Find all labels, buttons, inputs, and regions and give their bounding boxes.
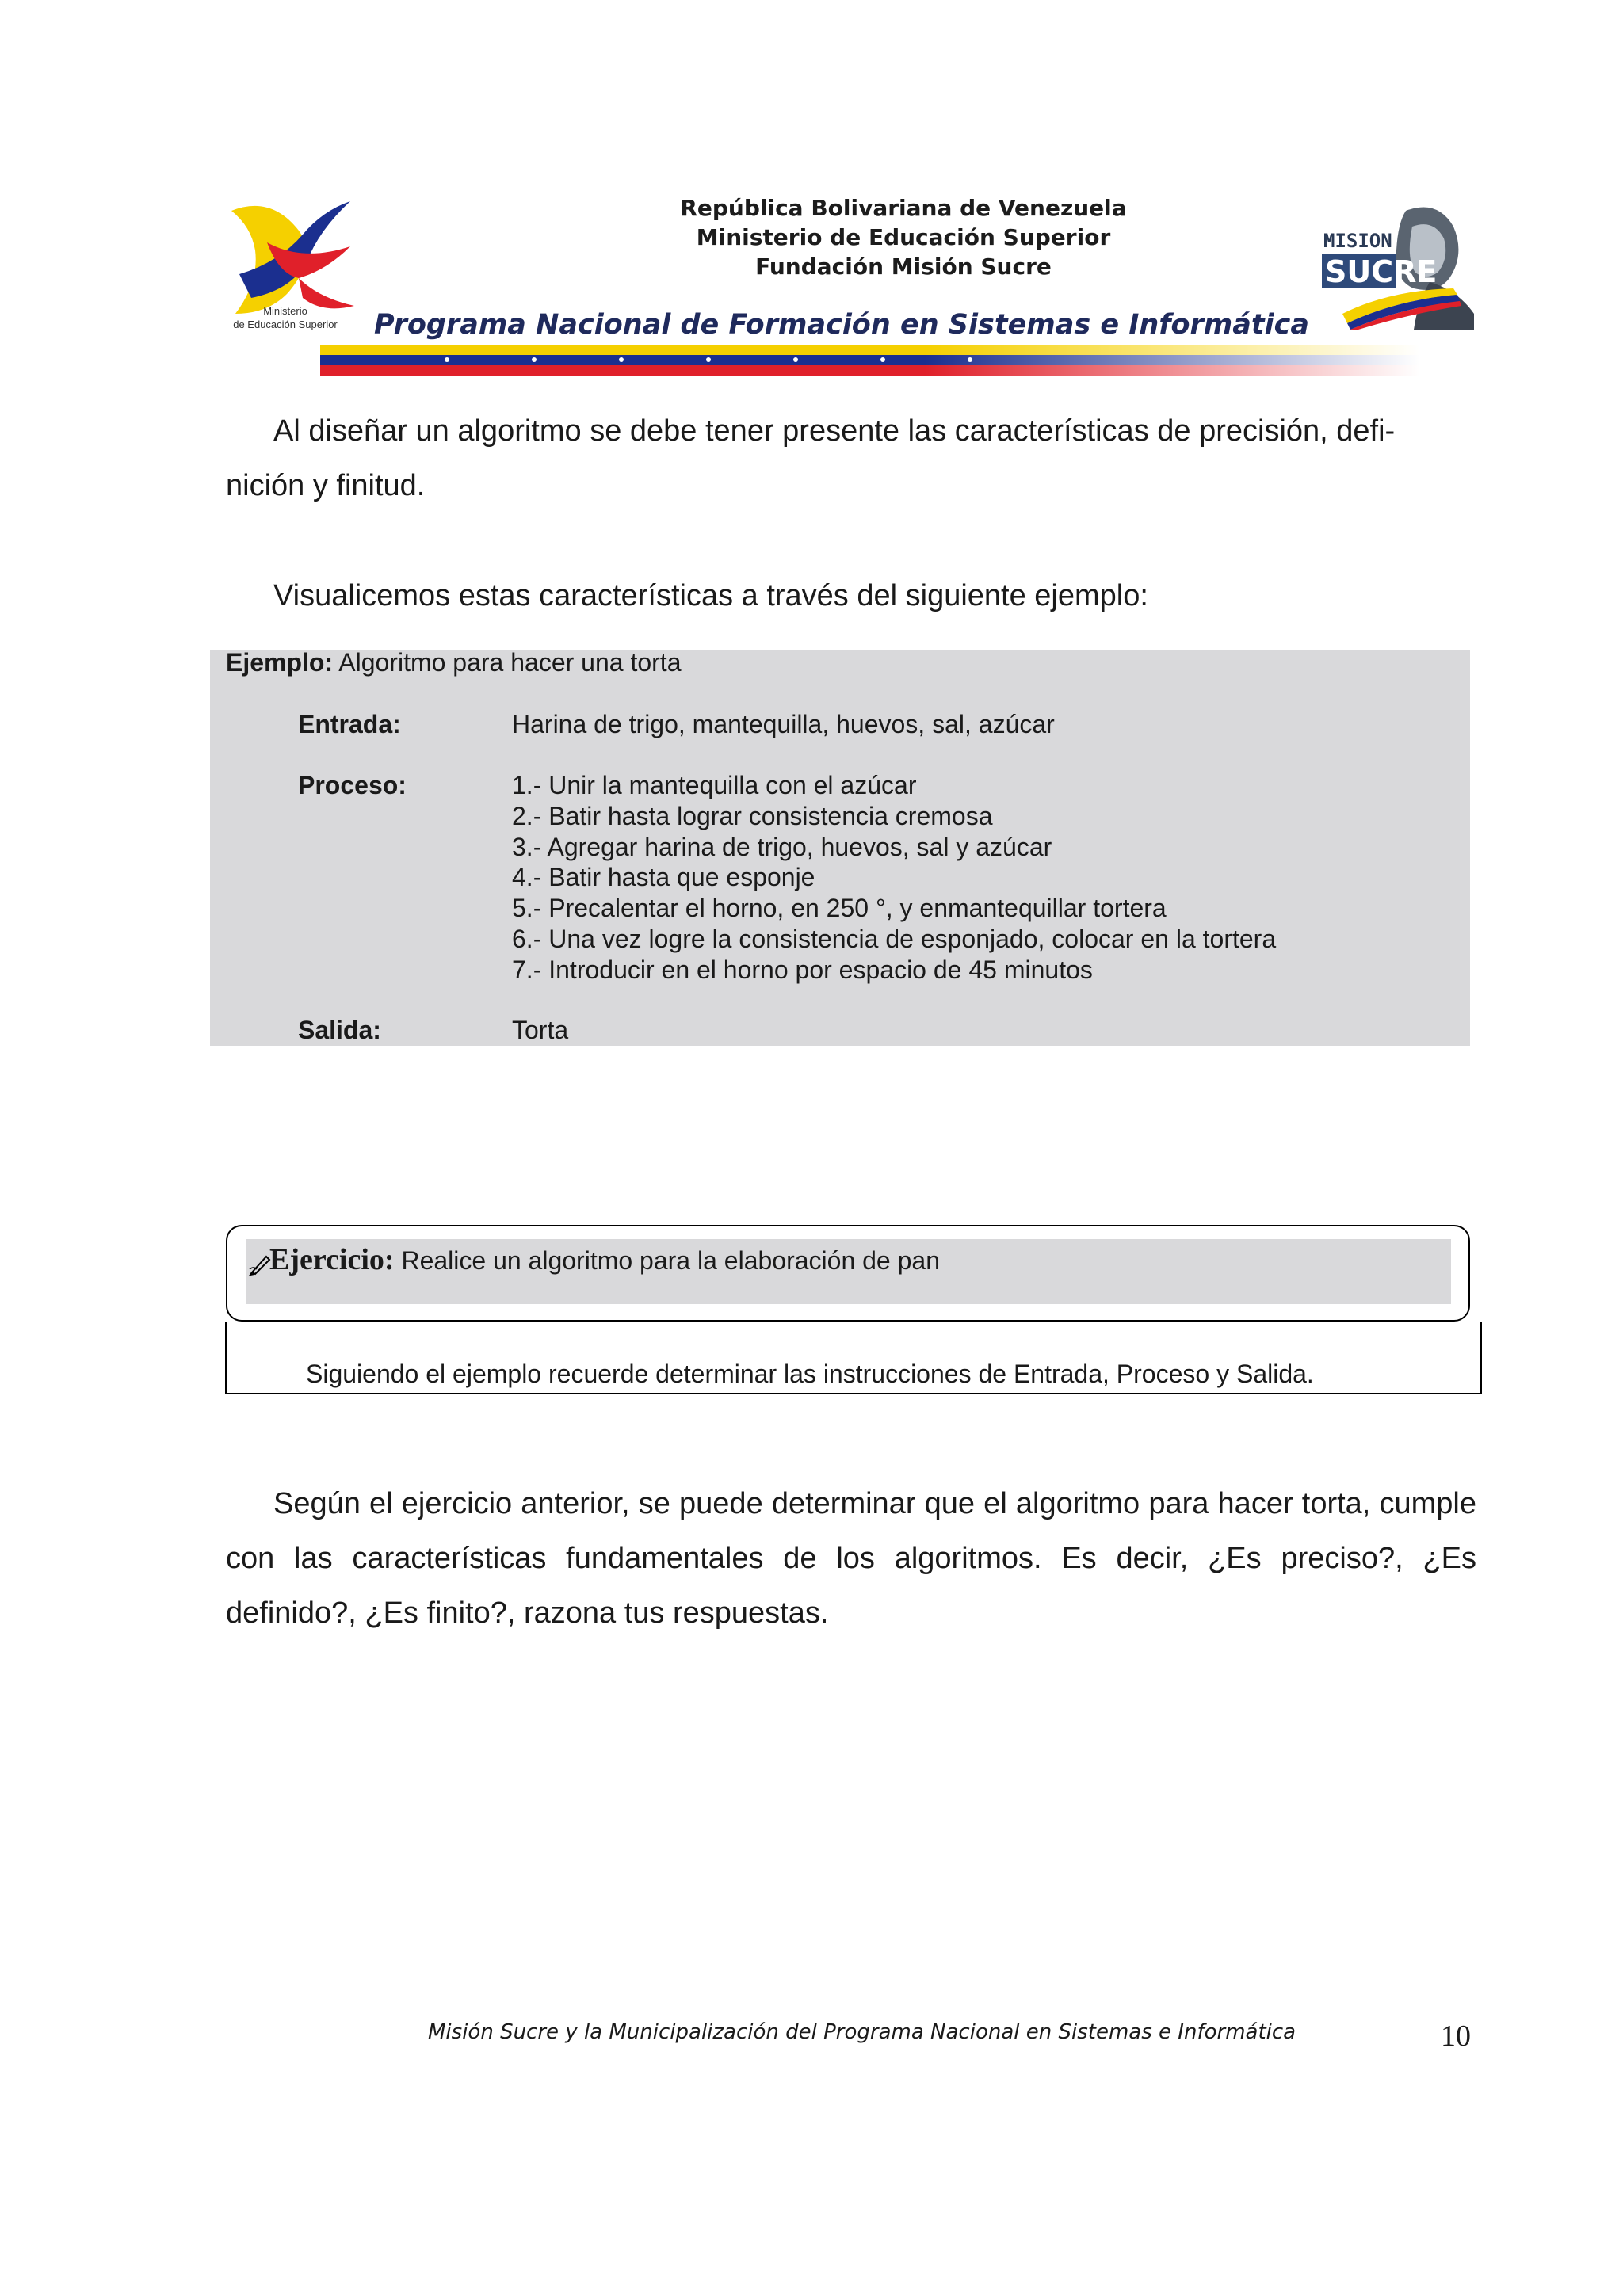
paragraph-example-lead: [226, 569, 1476, 624]
proceso-step: 1.- Unir la mantequilla con el azúcar: [512, 771, 917, 799]
header-institution-lines: [555, 193, 1252, 281]
proceso-step: 7.- Introducir en el horno por espacio de 45 minutos: [512, 955, 1093, 984]
proceso-step: 6.- Una vez logre la consistencia de esponjado, colocar en la tortera: [512, 924, 1277, 953]
ministry-logo-caption: [214, 304, 357, 331]
salida-label: Salida:: [298, 1016, 381, 1044]
ministry-caption-line-1: Ministerio: [263, 305, 307, 317]
venezuela-flag-band: [320, 345, 1420, 376]
entrada-label: Entrada:: [298, 710, 401, 738]
exercise-label: Ejercicio:: [269, 1243, 395, 1276]
salida-value: Torta: [512, 1016, 569, 1044]
example-title-label: Ejemplo:: [226, 648, 334, 677]
proceso-step: 4.- Batir hasta que esponje: [512, 863, 815, 892]
proceso-step: 3.- Agregar harina de trigo, huevos, sal y azúcar: [512, 832, 1052, 861]
mision-sucre-logo-icon: [1319, 195, 1474, 330]
paragraph-intro-line-1: Al diseñar un algoritmo se debe tener presente las características de precisión, defi-: [273, 414, 1396, 448]
exercise-text: Realice un algoritmo para la elaboración de pan: [401, 1246, 940, 1275]
exercise-statement: [269, 1242, 940, 1277]
mision-logo-word-1: MISION: [1323, 230, 1392, 252]
paragraph-intro: [226, 404, 1476, 513]
header-line-2: Ministerio de Educación Superior: [696, 224, 1111, 250]
paragraph-example-lead-text: Visualicemos estas características a través del siguiente ejemplo:: [273, 579, 1148, 612]
program-title: Programa Nacional de Formación en Sistemas e Informática: [374, 309, 1309, 341]
paragraph-intro-line-2: nición y finitud.: [226, 469, 426, 502]
proceso-label: Proceso:: [298, 771, 407, 799]
paragraph-conclusion: Según el ejercicio anterior, se puede determinar que el algoritmo para hacer torta, cumple con las características fundamentales de los algoritmos. Es decir, ¿Es preciso?, ¿Es definido?, ¿Es finito?, razona tus respuestas.: [226, 1487, 1476, 1630]
example-title: [226, 648, 681, 677]
ministry-caption-line-2: de Educación Superior: [233, 318, 338, 330]
exercise-hint-text: Siguiendo el ejemplo recuerde determinar las instrucciones de Entrada, Proceso y Salida.: [306, 1360, 1314, 1388]
mision-logo-word-2: SUCRE: [1325, 254, 1438, 289]
entrada-value: Harina de trigo, mantequilla, huevos, sal, azúcar: [512, 710, 1055, 738]
proceso-step: 2.- Batir hasta lograr consistencia cremosa: [512, 801, 993, 830]
proceso-step: 5.- Precalentar el horno, en 250 °, y enmantequillar tortera: [512, 894, 1167, 923]
header-line-3: Fundación Misión Sucre: [755, 254, 1052, 280]
example-title-text: Algoritmo para hacer una torta: [338, 648, 682, 677]
footer-text: Misión Sucre y la Municipalización del Programa Nacional en Sistemas e Informática: [428, 2020, 1296, 2044]
proceso-steps-list: [512, 770, 1276, 986]
header-line-1: República Bolivariana de Venezuela: [680, 195, 1127, 221]
page-number: 10: [1441, 2019, 1471, 2053]
